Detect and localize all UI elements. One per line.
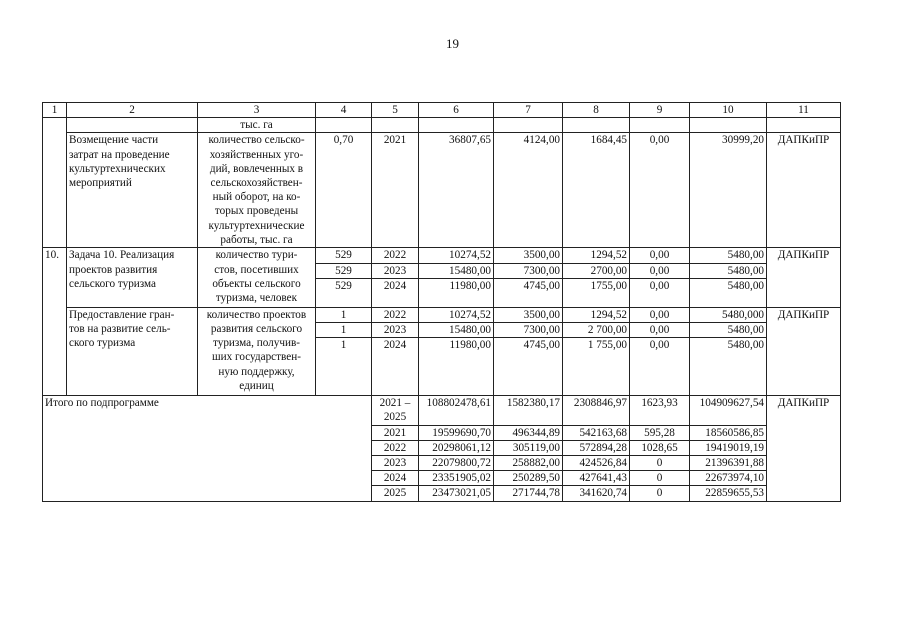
table-row [43, 118, 841, 133]
federal: 271744,78 [494, 486, 563, 501]
total: 15480,00 [419, 263, 494, 278]
municipal: 1028,65 [630, 440, 690, 455]
year: 2021 [372, 133, 419, 248]
other-sources: 30999,20 [690, 133, 767, 248]
indicator-name: количество тури- стов, посетивших объекты сельского туризма, человек [198, 248, 316, 307]
executor: ДАПКиПР [767, 248, 841, 307]
total: 20298061,12 [419, 440, 494, 455]
col-header: 11 [767, 103, 841, 118]
federal: 258882,00 [494, 456, 563, 471]
subprogram-table [42, 102, 841, 502]
indicator-name: количество сельско- хозяйственных уго- дий, вовлеченных в сельскохозяйствен- ный оборот, на ко- торых проведены культуртехнические работы, тыс. га [198, 133, 316, 248]
municipal: 595,28 [630, 425, 690, 440]
municipal: 0,00 [630, 263, 690, 278]
table-row [43, 307, 841, 322]
federal: 4124,00 [494, 133, 563, 248]
regional: 1294,52 [563, 307, 630, 322]
other-sources: 5480,00 [690, 248, 767, 263]
total: 19599690,70 [419, 425, 494, 440]
total: 10274,52 [419, 248, 494, 263]
federal: 7300,00 [494, 323, 563, 338]
other-sources: 5480,00 [690, 338, 767, 396]
year: 2023 [372, 263, 419, 278]
year: 2022 [372, 307, 419, 322]
municipal: 0,00 [630, 323, 690, 338]
indicator-value: 1 [316, 323, 372, 338]
indicator-name: количество проектов развития сельского туризма, получив- ших государствен- ную поддержку, единиц [198, 307, 316, 395]
indicator-value: 1 [316, 338, 372, 396]
indicator-value: 529 [316, 263, 372, 278]
indicator-value: 529 [316, 278, 372, 307]
municipal: 0,00 [630, 133, 690, 248]
col-header: 5 [372, 103, 419, 118]
col-header: 9 [630, 103, 690, 118]
indicator-value: 0,70 [316, 133, 372, 248]
table-row [43, 248, 841, 263]
municipal: 1623,93 [630, 396, 690, 425]
indicator-value: 529 [316, 248, 372, 263]
year: 2023 [372, 456, 419, 471]
total: 11980,00 [419, 338, 494, 396]
year: 2021 [372, 425, 419, 440]
year: 2024 [372, 338, 419, 396]
year: 2024 [372, 278, 419, 307]
municipal: 0 [630, 486, 690, 501]
regional: 2 700,00 [563, 323, 630, 338]
total: 10274,52 [419, 307, 494, 322]
regional: 2700,00 [563, 263, 630, 278]
regional: 427641,43 [563, 471, 630, 486]
municipal: 0,00 [630, 278, 690, 307]
indicator-unit: тыс. га [198, 118, 316, 133]
federal: 305119,00 [494, 440, 563, 455]
total-label: Итого по подпрограмме [43, 396, 372, 501]
page-number: 19 [446, 36, 459, 51]
municipal: 0 [630, 456, 690, 471]
other-sources: 5480,00 [690, 263, 767, 278]
col-header: 6 [419, 103, 494, 118]
total: 15480,00 [419, 323, 494, 338]
row-number: 10. [43, 248, 67, 396]
indicator-value: 1 [316, 307, 372, 322]
col-header: 7 [494, 103, 563, 118]
year: 2021 – 2025 [372, 396, 419, 425]
col-header: 3 [198, 103, 316, 118]
total: 22079800,72 [419, 456, 494, 471]
federal: 496344,89 [494, 425, 563, 440]
other-sources: 5480,00 [690, 278, 767, 307]
header-row [43, 103, 841, 118]
executor: ДАПКиПР [767, 396, 841, 501]
total: 23473021,05 [419, 486, 494, 501]
regional: 572894,28 [563, 440, 630, 455]
col-header: 10 [690, 103, 767, 118]
executor: ДАПКиПР [767, 133, 841, 248]
year: 2024 [372, 471, 419, 486]
municipal: 0,00 [630, 307, 690, 322]
regional: 1684,45 [563, 133, 630, 248]
year: 2022 [372, 440, 419, 455]
executor: ДАПКиПР [767, 307, 841, 395]
federal: 3500,00 [494, 248, 563, 263]
other-sources: 21396391,88 [690, 456, 767, 471]
federal: 1582380,17 [494, 396, 563, 425]
year: 2022 [372, 248, 419, 263]
activity-name: Возмещение части затрат на проведение культуртехнических мероприятий [67, 133, 198, 248]
federal: 4745,00 [494, 338, 563, 396]
total-row [43, 396, 841, 425]
other-sources: 5480,000 [690, 307, 767, 322]
federal: 250289,50 [494, 471, 563, 486]
table-row [43, 133, 841, 248]
other-sources: 104909627,54 [690, 396, 767, 425]
regional: 1 755,00 [563, 338, 630, 396]
col-header: 4 [316, 103, 372, 118]
total: 36807,65 [419, 133, 494, 248]
other-sources: 19419019,19 [690, 440, 767, 455]
col-header: 1 [43, 103, 67, 118]
regional: 341620,74 [563, 486, 630, 501]
municipal: 0 [630, 471, 690, 486]
regional: 1294,52 [563, 248, 630, 263]
federal: 4745,00 [494, 278, 563, 307]
regional: 542163,68 [563, 425, 630, 440]
year: 2025 [372, 486, 419, 501]
municipal: 0,00 [630, 248, 690, 263]
col-header: 2 [67, 103, 198, 118]
regional: 1755,00 [563, 278, 630, 307]
federal: 3500,00 [494, 307, 563, 322]
total: 23351905,02 [419, 471, 494, 486]
year: 2023 [372, 323, 419, 338]
regional: 2308846,97 [563, 396, 630, 425]
other-sources: 22859655,53 [690, 486, 767, 501]
other-sources: 22673974,10 [690, 471, 767, 486]
regional: 424526,84 [563, 456, 630, 471]
municipal: 0,00 [630, 338, 690, 396]
col-header: 8 [563, 103, 630, 118]
task-name: Задача 10. Реализация проектов развития сельского туризма [67, 248, 198, 307]
federal: 7300,00 [494, 263, 563, 278]
activity-name: Предоставление гран- тов на развитие сель- ского туризма [67, 307, 198, 395]
total: 108802478,61 [419, 396, 494, 425]
total: 11980,00 [419, 278, 494, 307]
other-sources: 18560586,85 [690, 425, 767, 440]
other-sources: 5480,00 [690, 323, 767, 338]
